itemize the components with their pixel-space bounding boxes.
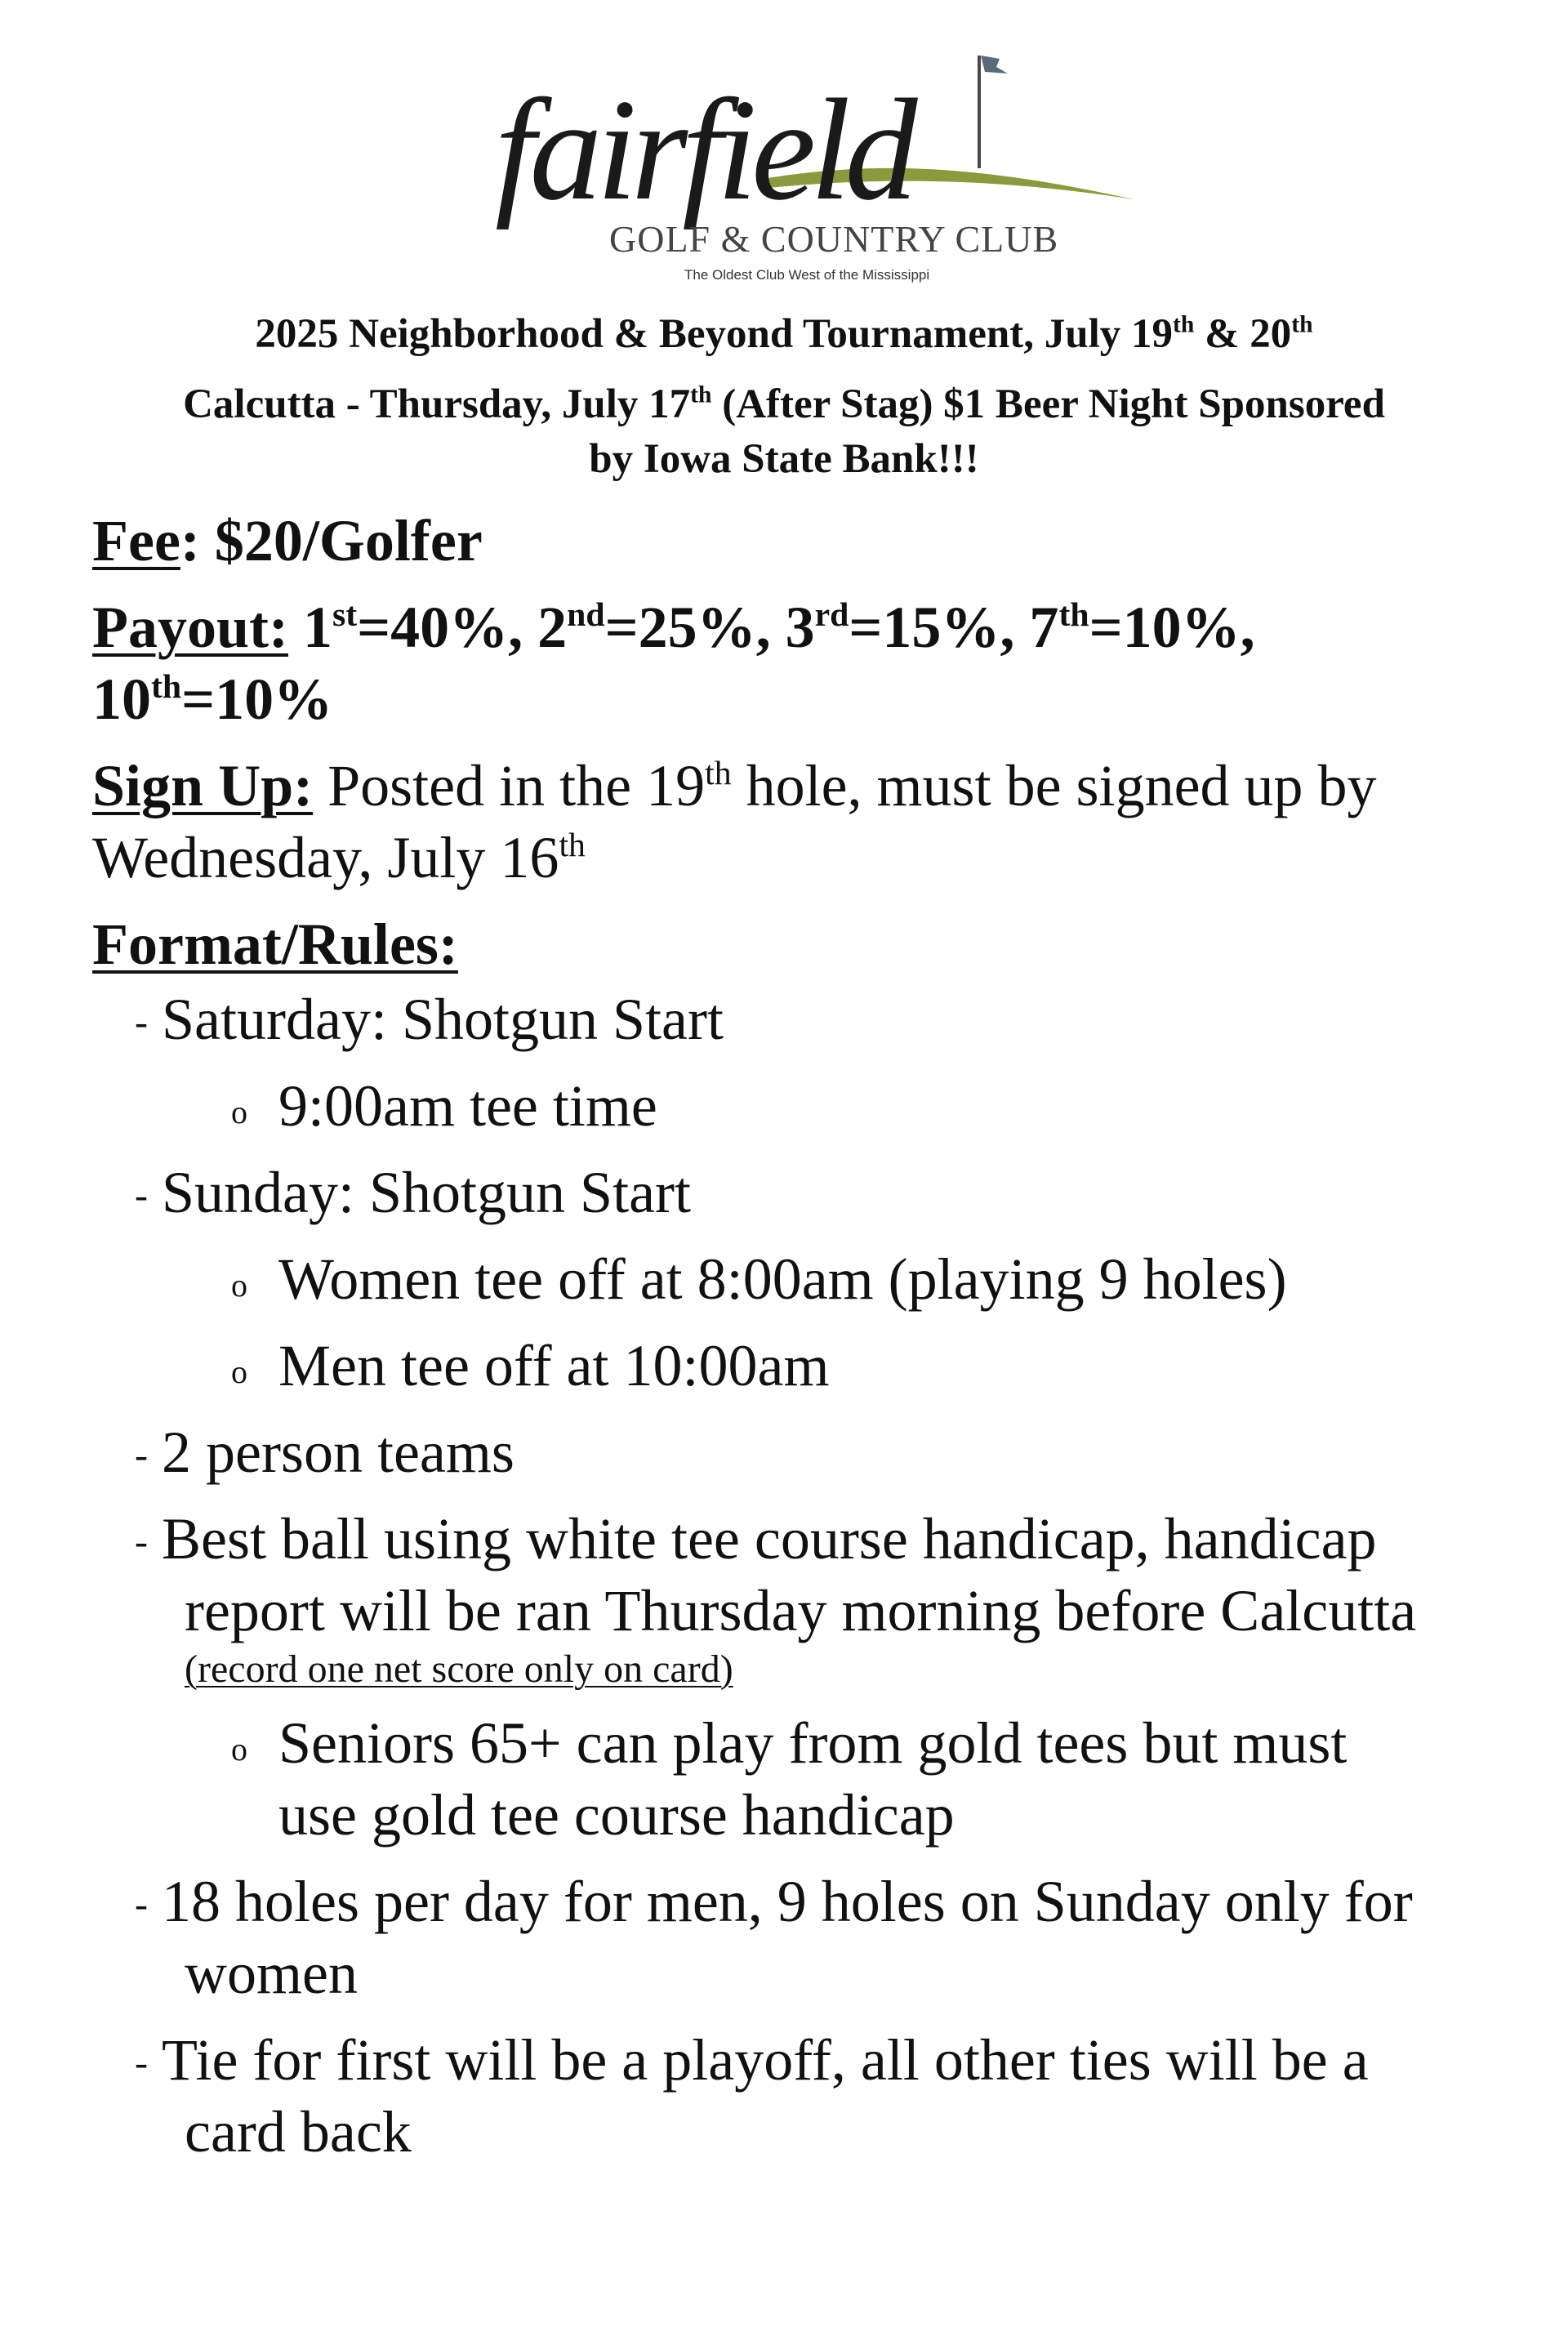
circle-bullet: o [231, 1267, 247, 1304]
dash-bullet: - [135, 2041, 148, 2084]
payout-label: Payout: [92, 595, 288, 660]
fee-value: $20/Golfer [199, 508, 483, 573]
list-item: - Saturday: Shotgun Start [92, 983, 1497, 1055]
list-item: - Tie for first will be a playoff, all other ties will be a card back [135, 2027, 1369, 2164]
calcutta-line-1: Calcutta - Thursday, July 17th (After Stag) $1 Beer Night Sponsored [183, 381, 1385, 427]
circle-bullet: o [231, 1731, 247, 1768]
dash-bullet: - [135, 1001, 148, 1044]
fee-label: Fee [92, 508, 180, 573]
dash-bullet: - [135, 1883, 148, 1926]
best-ball-note: (record one net score only on card) [185, 1647, 733, 1691]
signup-label: Sign Up: [92, 753, 314, 818]
logo-club-name: GOLF & COUNTRY CLUB [609, 218, 1059, 260]
logo-script-wordmark: fairfield [495, 69, 912, 230]
fee-line: Fee: $20/Golfer [92, 508, 483, 573]
club-logo [448, 39, 1150, 292]
rules-list [92, 983, 1497, 2168]
calcutta-line-2: by Iowa State Bank!!! [589, 436, 979, 483]
dash-bullet: - [135, 1433, 148, 1477]
flyer-body [92, 505, 1497, 2182]
list-item: - 2 person teams [92, 1416, 1497, 1488]
list-item: o Women tee off at 8:00am (playing 9 holes) [92, 1243, 1497, 1315]
list-item: - 18 holes per day for men, 9 holes on Sunday only for women [135, 1869, 1413, 2006]
list-item: o 9:00am tee time [92, 1070, 1497, 1142]
list-item: - Best ball using white tee course handicap, handicap report will be ran Thursday morning before Calcutta (record one net score only on card) [92, 1503, 1497, 1692]
list-item: o Men tee off at 10:00am [92, 1330, 1497, 1402]
calcutta-announcement [0, 377, 1568, 488]
logo-tagline: The Oldest Club West of the Mississippi [684, 267, 930, 283]
format-rules-heading: Format/Rules: [92, 912, 458, 977]
flag-icon [981, 56, 1008, 74]
tournament-title: 2025 Neighborhood & Beyond Tournament, July 19th & 20th [255, 311, 1313, 357]
signup-line: Sign Up: Posted in the 19th hole, must be signed up by Wednesday, July 16th [92, 753, 1377, 890]
circle-bullet: o [231, 1353, 247, 1390]
payout-line: Payout: 1st=40%, 2nd=25%, 3rd=15%, 7th=10%, 10th=10% [92, 595, 1255, 732]
circle-bullet: o [231, 1094, 247, 1130]
list-item: o Seniors 65+ can play from gold tees but must use gold tee course handicap [231, 1710, 1348, 1848]
dash-bullet: - [135, 1174, 148, 1217]
list-item: - Sunday: Shotgun Start [92, 1157, 1497, 1228]
dash-bullet: - [135, 1520, 148, 1563]
